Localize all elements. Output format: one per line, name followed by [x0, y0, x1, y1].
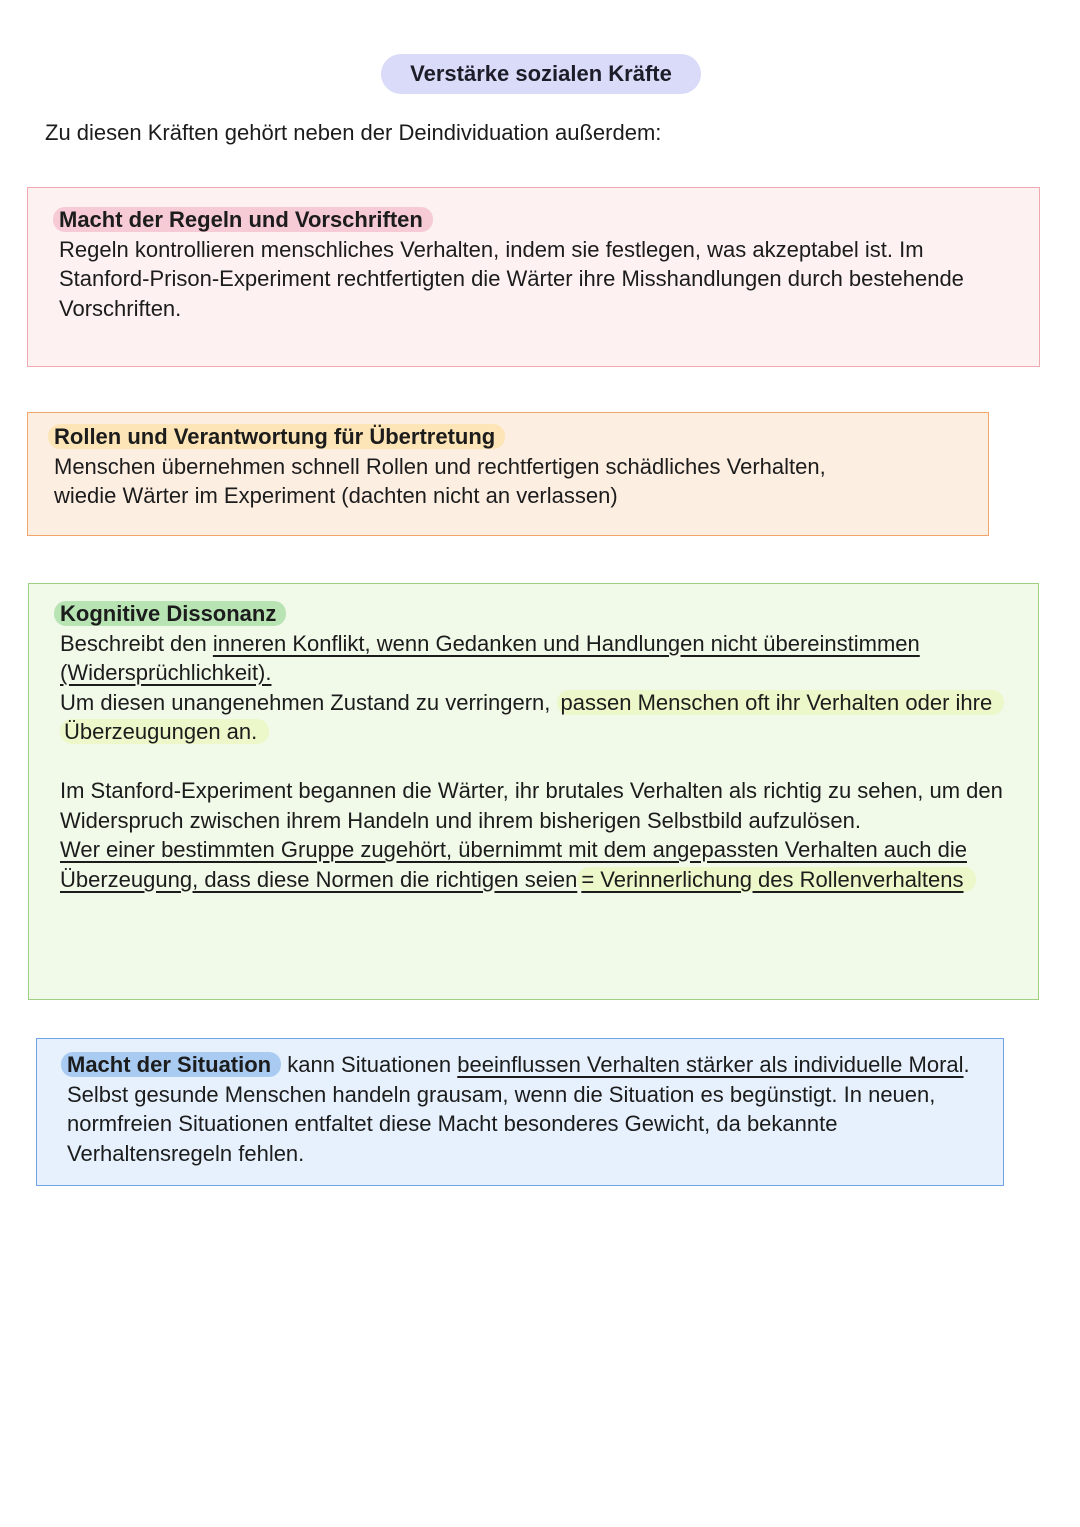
- intro-text: Zu diesen Kräften gehört neben der Deindividuation außerdem:: [45, 120, 662, 145]
- dissonance-group-norms: [60, 835, 1018, 894]
- situation-text-1: kann Situationen: [281, 1052, 458, 1077]
- dissonance-resolution-highlight: passen Menschen oft ihr Verhalten oder ihre Überzeugungen an.: [60, 690, 1004, 745]
- dissonance-resolution: [60, 688, 1018, 747]
- dissonance-definition: [60, 629, 1018, 688]
- dissonance-heading: Kognitive Dissonanz: [54, 601, 286, 626]
- dissonance-definition-underlined: inneren Konflikt, wenn Gedanken und Handlungen nicht übereinstimmen (Widersprüchlichkeit).: [60, 630, 920, 685]
- dissonance-definition-prefix: Beschreibt den: [60, 630, 213, 656]
- roles-body-line-1: Menschen übernehmen schnell Rollen und rechtfertigen schädliches Verhalten,: [54, 453, 826, 479]
- card-roles: [27, 412, 989, 536]
- dissonance-resolution-prefix: Um diesen unangenehmen Zustand zu verringern,: [60, 689, 557, 715]
- page-title: Verstärke sozialen Kräfte: [381, 54, 701, 94]
- roles-body-line-2: wiedie Wärter im Experiment (dachten nicht an verlassen): [54, 483, 618, 508]
- card-rules: [27, 187, 1040, 367]
- rules-heading: Macht der Regeln und Vorschriften: [53, 207, 433, 232]
- dissonance-experiment: Im Stanford-Experiment begannen die Wärter, ihr brutales Verhalten als richtig zu sehen, um den Widerspruch zwischen ihrem Handeln und ihrem bisherigen Selbstbild aufzulösen.: [60, 778, 1003, 833]
- roles-heading: Rollen und Verantwortung für Übertretung: [48, 424, 505, 449]
- dissonance-group-norms-underlined: Wer einer bestimmten Gruppe zugehört, übernimmt mit dem angepassten Verhalten auch die Überzeugung, dass diese Normen die richtigen seien: [60, 837, 967, 892]
- dissonance-internalization-highlight: = Verinnerlichung des Rollenverhaltens: [577, 867, 975, 892]
- situation-underlined: beeinflussen Verhalten stärker als individuelle Moral: [457, 1052, 964, 1077]
- card-dissonance: [28, 583, 1039, 1000]
- situation-text-2: . Selbst gesunde Menschen handeln grausam, wenn die Situation es begünstigt. In neuen, normfreien Situationen entfaltet diese Macht besonderes Gewicht, da bekannte Verhaltensregeln fehlen.: [67, 1052, 970, 1166]
- situation-heading: Macht der Situation: [61, 1052, 281, 1077]
- situation-body: [67, 1050, 983, 1168]
- card-situation: [36, 1038, 1004, 1186]
- rules-body: Regeln kontrollieren menschliches Verhalten, indem sie festlegen, was akzeptabel ist. Im Stanford-Prison-Experiment rechtfertigten die Wärter ihre Misshandlungen durch bestehende Vorschriften.: [59, 236, 964, 321]
